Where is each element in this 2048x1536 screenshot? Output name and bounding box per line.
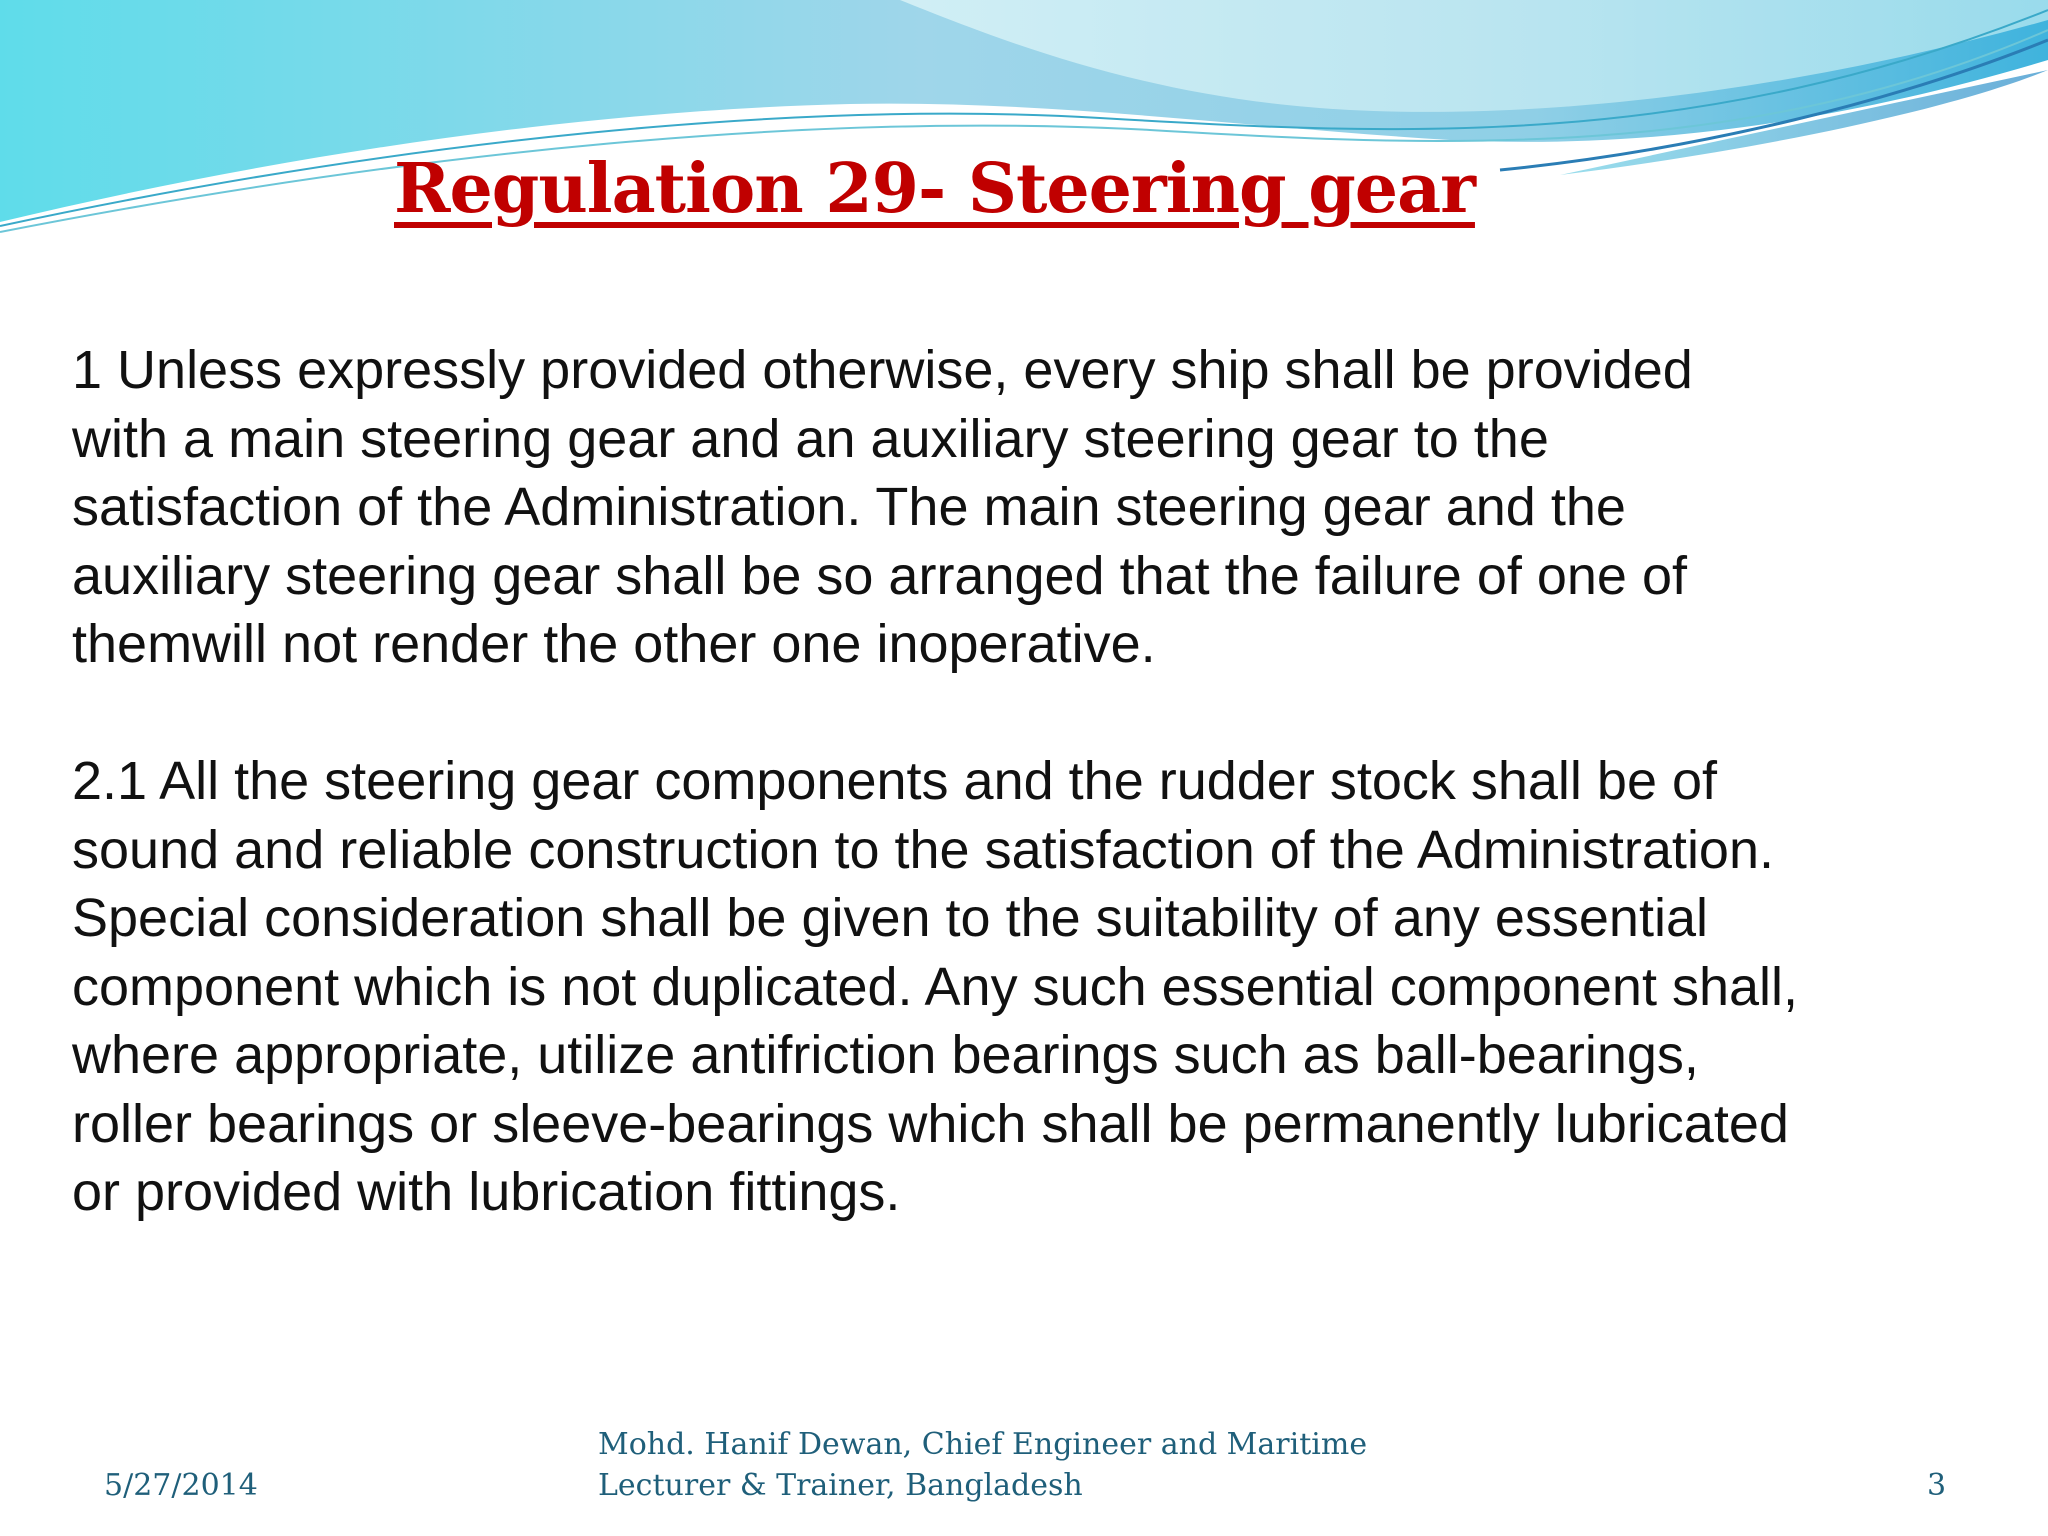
slide-body — [72, 336, 1992, 1227]
footer-author: Mohd. Hanif Dewan, Chief Engineer and Maritime Lecturer & Trainer, Bangladesh — [598, 1427, 1368, 1503]
footer-page-number: 3 — [1927, 1468, 1947, 1503]
paragraph-regulation-2-1: 2.1 All the steering gear components and the rudder stock shall be of sound and reliable construction to the satisfaction of the Administration. Special consideration shall be given to the suitability of any essential component which is not duplicated. Any such essential component shall, where appropriate, utilize antifriction bearings such as ball-bearings, roller bearings or sleeve-bearings which shall be permanently lubricated or provided with lubrication fittings. — [72, 751, 1799, 1222]
slide-title: Regulation 29- Steering gear — [394, 149, 1475, 229]
paragraph-regulation-1: 1 Unless expressly provided otherwise, every ship shall be provided with a main steering gear and an auxiliary steering gear to the satisfaction of the Administration. The main steering gear and the auxiliary steering gear shall be so arranged that the failure of one of themwill not render the other one inoperative. — [72, 340, 1693, 674]
footer-date: 5/27/2014 — [104, 1468, 258, 1503]
